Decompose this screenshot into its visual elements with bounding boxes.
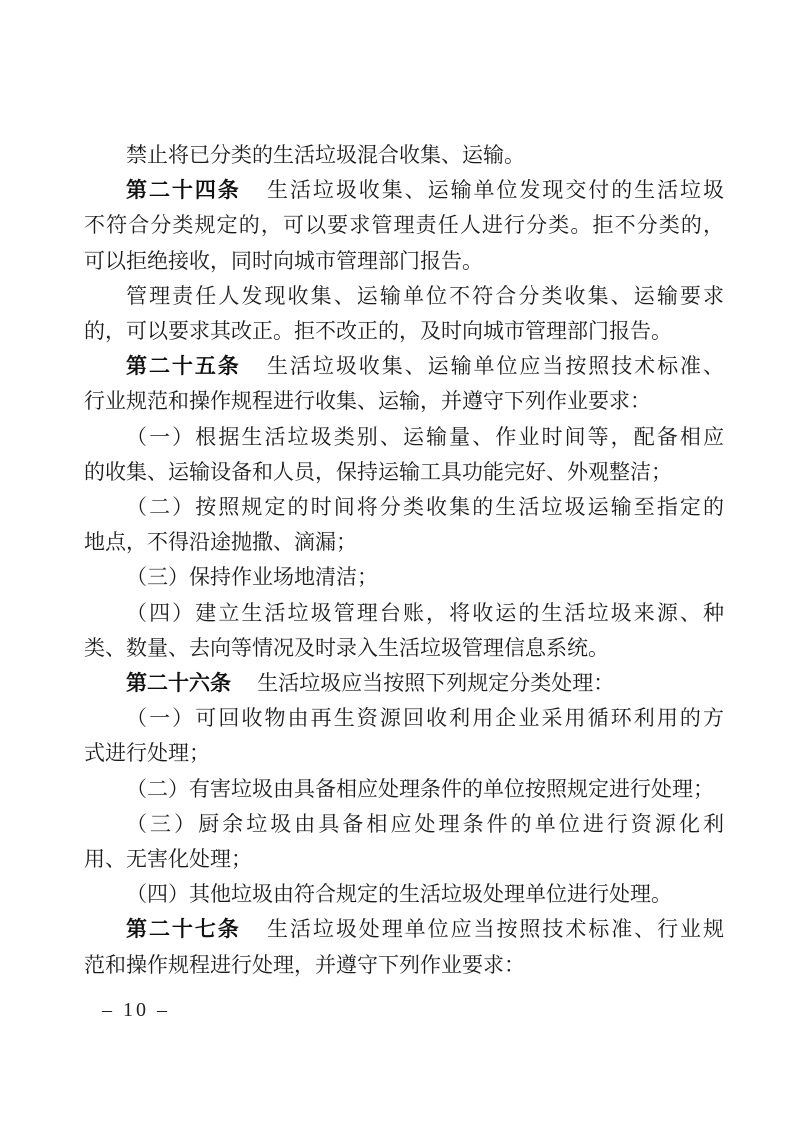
- paragraph: [84, 420, 724, 490]
- line-text: （二）按照规定的时间将分类收集的生活垃圾运输至指定的: [126, 495, 724, 520]
- line-text: 范和操作规程进行处理，并遵守下列作业要求：: [84, 952, 525, 977]
- line-text: 管理责任人发现收集、运输单位不符合分类收集、运输要求: [126, 283, 724, 308]
- line-text: 的，可以要求其改正。拒不改正的，及时向城市管理部门报告。: [84, 319, 672, 344]
- line-text: 类、数量、去向等情况及时录入生活垃圾管理信息系统。: [84, 635, 609, 660]
- paragraph: [84, 138, 724, 173]
- paragraph: [84, 807, 724, 877]
- text-line: [84, 490, 724, 525]
- article-number: 第二十六条: [126, 672, 231, 696]
- text-line: [84, 279, 724, 314]
- text-line: [84, 420, 724, 455]
- text-line: [84, 631, 724, 666]
- paragraph: [84, 173, 724, 279]
- line-text: 可以拒绝接收，同时向城市管理部门报告。: [84, 248, 483, 273]
- line-text: （一）根据生活垃圾类别、运输量、作业时间等，配备相应: [126, 424, 724, 449]
- paragraph: [84, 279, 724, 349]
- line-text: （四）建立生活垃圾管理台账，将收运的生活垃圾来源、种: [126, 600, 724, 625]
- line-text: 行业规范和操作规程进行收集、运输，并遵守下列作业要求：: [84, 389, 651, 414]
- article-number: 第二十七条: [126, 918, 241, 942]
- line-text: 不符合分类规定的，可以要求管理责任人进行分类。拒不分类的，: [84, 213, 724, 238]
- paragraph: [84, 349, 724, 419]
- text-line: [84, 560, 724, 595]
- text-line: [84, 244, 724, 279]
- text-line: [84, 596, 724, 631]
- paragraph: [84, 877, 724, 912]
- page-footer: [102, 998, 170, 1022]
- text-line: [84, 349, 724, 384]
- line-text: 生活垃圾收集、运输单位应当按照技术标准、: [267, 354, 725, 379]
- text-line: [84, 772, 724, 807]
- paragraph: [84, 666, 724, 701]
- line-text: 用、无害化处理；: [84, 847, 252, 872]
- text-line: [84, 666, 724, 701]
- text-line: [84, 173, 724, 208]
- document-body: [84, 138, 724, 983]
- paragraph: [84, 701, 724, 771]
- line-text: 禁止将已分类的生活垃圾混合收集、运输。: [126, 143, 525, 167]
- article-number: 第二十五条: [126, 355, 241, 379]
- text-line: [84, 314, 724, 349]
- line-text: （三）保持作业场地清洁；: [126, 565, 378, 590]
- text-line: [84, 877, 724, 912]
- line-text: 的收集、运输设备和人员，保持运输工具功能完好、外观整洁；: [84, 459, 672, 484]
- text-line: [84, 736, 724, 771]
- line-text: 生活垃圾收集、运输单位发现交付的生活垃圾: [267, 178, 725, 203]
- text-line: [84, 701, 724, 736]
- text-line: [84, 384, 724, 419]
- line-text: 地点，不得沿途抛撒、滴漏；: [84, 530, 357, 555]
- page-number: – 10 –: [102, 999, 170, 1021]
- line-text: 生活垃圾处理单位应当按照技术标准、行业规: [267, 917, 725, 942]
- text-line: [84, 138, 724, 173]
- line-text: 生活垃圾应当按照下列规定分类处理：: [257, 671, 615, 696]
- line-text: 式进行处理；: [84, 741, 210, 766]
- text-line: [84, 842, 724, 877]
- paragraph: [84, 912, 724, 982]
- paragraph: [84, 772, 724, 807]
- line-text: （三）厨余垃圾由具备相应处理条件的单位进行资源化利: [126, 811, 724, 836]
- article-number: 第二十四条: [126, 179, 241, 203]
- text-line: [84, 208, 724, 243]
- text-line: [84, 807, 724, 842]
- paragraph: [84, 490, 724, 560]
- text-line: [84, 455, 724, 490]
- line-text: （二）有害垃圾由具备相应处理条件的单位按照规定进行处理；: [126, 776, 714, 801]
- paragraph: [84, 596, 724, 666]
- text-line: [84, 525, 724, 560]
- line-text: （四）其他垃圾由符合规定的生活垃圾处理单位进行处理。: [126, 882, 672, 907]
- text-line: [84, 948, 724, 983]
- line-text: （一）可回收物由再生资源回收利用企业采用循环利用的方: [126, 706, 724, 731]
- paragraph: [84, 560, 724, 595]
- text-line: [84, 912, 724, 947]
